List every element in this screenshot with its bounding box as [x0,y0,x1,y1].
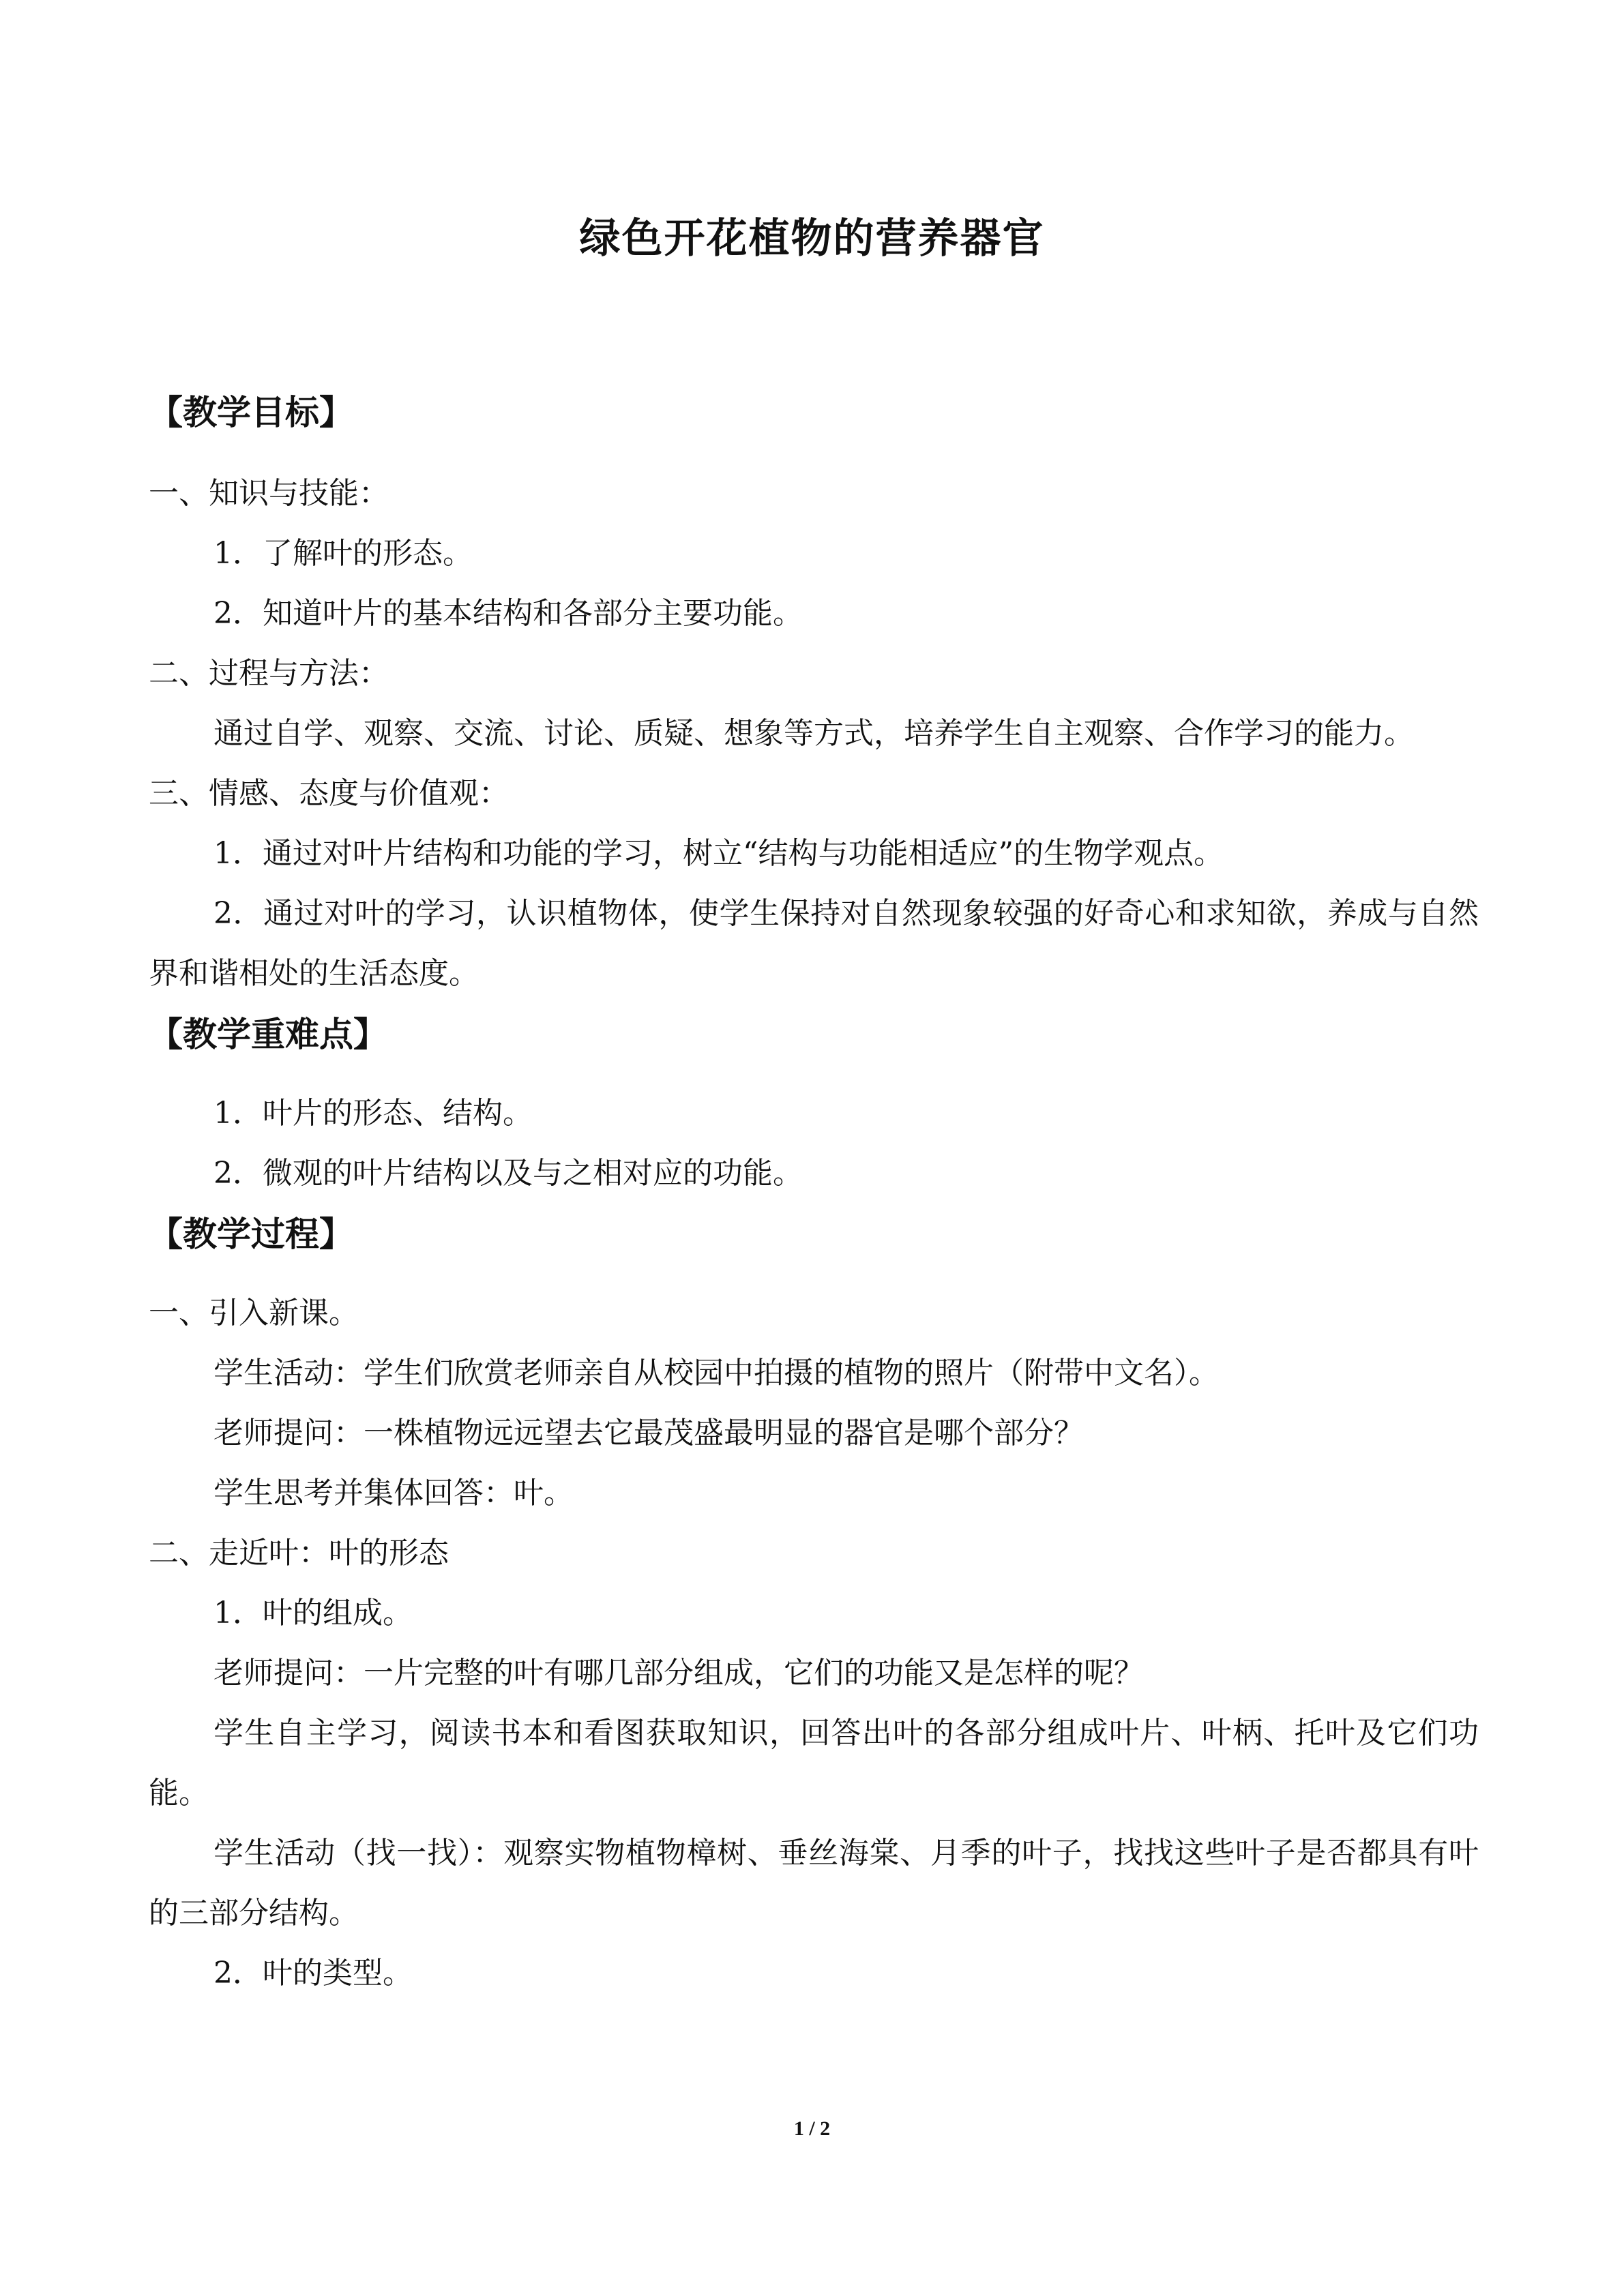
paragraph: 学生自主学习，阅读书本和看图获取知识，回答出叶的各部分组成叶片、叶柄、托叶及它们功能。 [149,1716,1479,1810]
list-item: 1．通过对叶片结构和功能的学习，树立“结构与功能相适应”的生物学观点。 [213,836,1224,871]
document-body [149,382,1479,2003]
list-item: 1．了解叶的形态。 [213,536,473,571]
list-item: 1．叶的组成。 [213,1596,413,1630]
section-heading-process: 【教学过程】 [149,1214,353,1254]
paragraph-process-method: 通过自学、观察、交流、讨论、质疑、想象等方式，培养学生自主观察、合作学习的能力。 [213,716,1414,751]
subheading-process-method: 二、过程与方法： [149,656,389,691]
paragraph: 老师提问：一片完整的叶有哪几部分组成，它们的功能又是怎样的呢？ [213,1656,1144,1690]
subheading-leaf-form: 二、走近叶：叶的形态 [149,1536,449,1570]
list-item: 2．微观的叶片结构以及与之相对应的功能。 [213,1156,803,1191]
list-item: 1．叶片的形态、结构。 [213,1096,533,1131]
paragraph: 学生活动（找一找）：观察实物植物樟树、垂丝海棠、月季的叶子，找找这些叶子是否都具有叶的三部分结构。 [149,1836,1479,1930]
subheading-introduction: 一、引入新课。 [149,1296,359,1330]
section-heading-objectives: 【教学目标】 [149,393,353,432]
list-item: 2．知道叶片的基本结构和各部分主要功能。 [213,596,803,631]
subheading-knowledge: 一、知识与技能： [149,476,389,511]
paragraph: 学生思考并集体回答：叶。 [213,1476,574,1510]
paragraph: 老师提问：一株植物远远望去它最茂盛最明显的器官是哪个部分？ [213,1416,1084,1450]
document-title: 绿色开花植物的营养器官 [579,215,1045,263]
list-item: 2．叶的类型。 [213,1956,413,1991]
list-item: 2．通过对叶的学习，认识植物体，使学生保持对自然现象较强的好奇心和求知欲，养成与自然界和谐相处的生活态度。 [149,896,1479,991]
subheading-emotion: 三、情感、态度与价值观： [149,776,509,811]
page-number: 1 / 2 [793,2117,831,2140]
paragraph: 学生活动：学生们欣赏老师亲自从校园中拍摄的植物的照片（附带中文名）。 [213,1356,1219,1390]
section-heading-key-points: 【教学重难点】 [149,1015,387,1054]
